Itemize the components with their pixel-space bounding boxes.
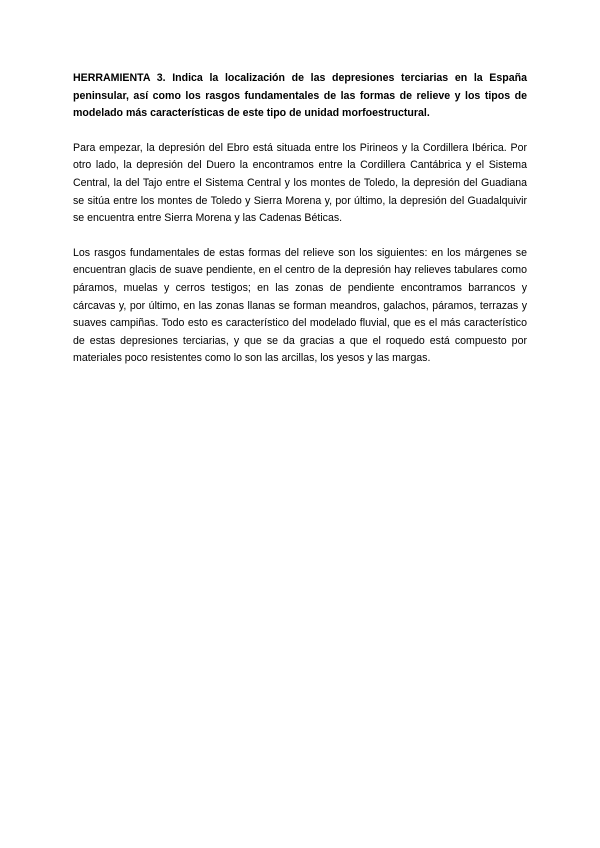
- question-heading: HERRAMIENTA 3. Indica la localización de las depresiones terciarias en la España peninsular, así como los rasgos fundamentales de las formas de relieve y los tipos de modelado más características de este tipo de unidad morfoestructural.: [73, 72, 527, 120]
- answer-paragraph-2: Los rasgos fundamentales de estas formas del relieve son los siguientes: en los márgenes se encuentran glacis de suave pendiente, en el centro de la depresión hay relieves tabulares como páramos, muelas y cerros testigos; en las zonas de pendiente encontramos barrancos y cárcavas y, por último, en las zonas llanas se forman meandros, galachos, páramos, terrazas y suaves campiñas. Todo esto es característico del modelado fluvial, que es el más característico de estas depresiones terciarias, y que se da gracias a que el roquedo está compuesto por materiales poco resistentes como lo son las arcillas, los yesos y las margas.: [73, 246, 527, 365]
- answer-paragraph-1: Para empezar, la depresión del Ebro está situada entre los Pirineos y la Cordillera Ibérica. Por otro lado, la depresión del Duero la encontramos entre la Cordillera Cantábrica y el Sistema Central, la del Tajo entre el Sistema Central y los montes de Toledo, la depresión del Guadiana se sitúa entre los montes de Toledo y Sierra Morena y, por último, la depresión del Guadalquivir se encuentra entre Sierra Morena y las Cadenas Béticas.: [73, 141, 527, 225]
- document-body: [73, 70, 527, 385]
